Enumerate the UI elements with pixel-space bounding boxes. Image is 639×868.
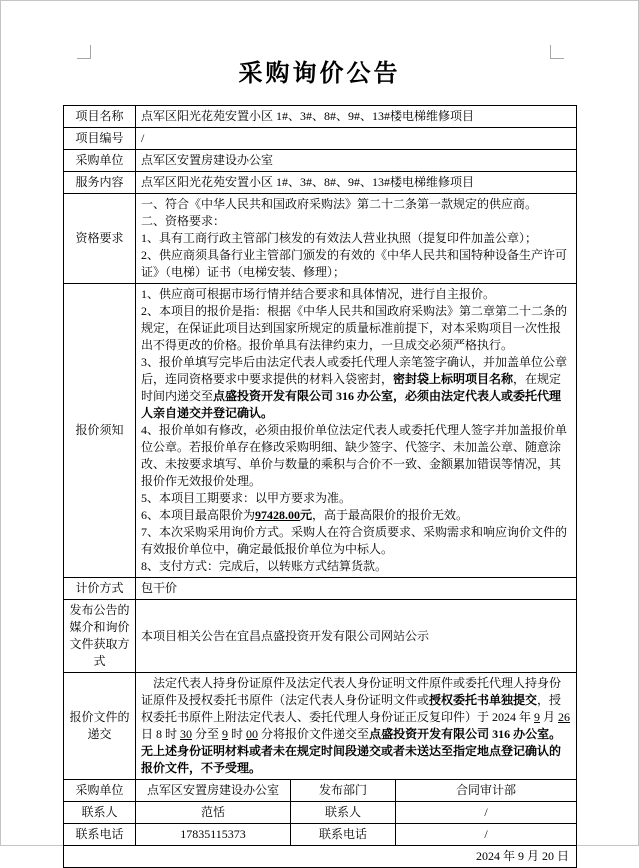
qualification-label: 资格要求 — [64, 194, 136, 284]
margin-crop-mark-top-left — [77, 45, 91, 59]
contact-person-label: 联系人 — [64, 802, 136, 824]
quote-note-item: 8、支付方式：完成后，以转账方式结算货款。 — [141, 559, 388, 573]
table-row-date — [64, 846, 577, 868]
qualification-paragraph: 一、符合《中华人民共和国政府采购法》第二十二条第一款规定的供应商。 — [141, 197, 538, 211]
project-name-value: 点军区阳光花苑安置小区 1#、3#、8#、9#、13#楼电梯维修项目 — [136, 106, 577, 128]
contact-phone-label: 联系电话 — [64, 824, 136, 846]
submission-paragraph: 法定代表人持身份证原件及法定代表人身份证明文件原件或委托代理人持身份证原件及授权委托书原件（法定代表人身份证明文件或授权委托书单独提交，授权委托书原件上附法定代表人、委托代理人身份证正反复印件）于 2024 年 9 月 26 日 8 时 30 分至 9 时 00 分将报价文件递交至点盛投资开发有限公司 316 办公室。无上述身份证明材料或者未在规定时间段递交或者未送达至指定地点登记确认的报价文件，不予受理。 — [141, 676, 571, 775]
announcement-table — [63, 105, 577, 868]
quote-note-item: 3、报价单填写完毕后由法定代表人或委托代理人亲笔签字确认，并加盖单位公章后，连同资格要求中要求提供的材料入袋密封，密封袋上标明项目名称，在规定时间内递交至点盛投资开发有限公司 316 办公室，必须由法定代表人或委托代理人亲自递交并登记确认。 — [141, 355, 568, 420]
contact-phone-value-2: / — [396, 824, 577, 846]
project-no-label: 项目编号 — [64, 128, 136, 150]
quote-note-item: 4、报价单如有修改，必须由报价单位法定代表人或委托代理人签字并加盖报价单位公章。若报价单存在修改采购明细、缺少签字、代签字、未加盖公章、随意涂改、未按要求填写、单价与数量的乘积与合价不一致、金额累加错误等情况，其报价作无效报价处理。 — [141, 423, 568, 488]
qualification-value — [136, 194, 577, 284]
margin-crop-mark-top-right — [550, 45, 564, 59]
purchaser-value: 点军区安置房建设办公室 — [136, 150, 577, 172]
table-row-submission — [64, 673, 577, 780]
announcement-media-label: 发布公告的媒介和询价文件获取方式 — [64, 600, 136, 673]
table-row-purchaser — [64, 150, 577, 172]
contact-person-value-2: / — [396, 802, 577, 824]
project-name-label: 项目名称 — [64, 106, 136, 128]
issuing-dept-label: 发布部门 — [291, 780, 396, 802]
announcement-media-value: 本项目相关公告在宜昌点盛投资开发有限公司网站公示 — [136, 600, 577, 673]
quote-notes-value — [136, 284, 577, 578]
pricing-method-label: 计价方式 — [64, 578, 136, 600]
qualification-paragraph: 1、具有工商行政主管部门核发的有效法人营业执照（提复印件加盖公章）； — [141, 231, 538, 245]
qualification-paragraph: 二、资格要求： — [141, 214, 226, 228]
quote-note-item: 5、本项目工期要求：以甲方要求为准。 — [141, 491, 352, 505]
table-row-project-name — [64, 106, 577, 128]
contact-purchaser-label: 采购单位 — [64, 780, 136, 802]
quote-note-item: 1、供应商可根据市场行情并结合要求和具体情况，进行自主报价。 — [141, 287, 496, 301]
page-title: 采购询价公告 — [238, 61, 401, 87]
table-row-pricing-method — [64, 578, 577, 600]
purchaser-label: 采购单位 — [64, 150, 136, 172]
table-row-contact-units — [64, 780, 577, 802]
table-row-announcement-media — [64, 600, 577, 673]
quote-notes-label: 报价须知 — [64, 284, 136, 578]
table-row-qualification — [64, 194, 577, 284]
contact-phone-value: 17835115373 — [136, 824, 291, 846]
submission-label: 报价文件的递交 — [64, 673, 136, 780]
pricing-method-value: 包干价 — [136, 578, 577, 600]
table-row-contact-phone — [64, 824, 577, 846]
contact-person-label-2: 联系人 — [291, 802, 396, 824]
service-content-value: 点军区阳光花苑安置小区 1#、3#、8#、9#、13#楼电梯维修项目 — [136, 172, 577, 194]
submission-value — [136, 673, 577, 780]
quote-note-item: 7、本次采购采用询价方式。采购人在符合资质要求、采购需求和响应询价文件的有效报价单位中，确定最低报价单位为中标人。 — [141, 525, 568, 556]
project-no-value: / — [136, 128, 577, 150]
qualification-paragraph: 2、供应商须具备行业主管部门颁发的有效的《中华人民共和国特种设备生产许可证》（电梯）证书（电梯安装、修理）； — [141, 248, 568, 279]
announcement-date: 2024 年 9 月 20 日 — [64, 846, 577, 868]
quote-note-item: 2、本项目的报价是指：根据《中华人民共和国政府采购法》第二章第二十二条的规定，在保证此项目达到国家所规定的质量标准前提下，对本采购项目一次性报出不得更改的价格。报价单具有法律约束力，一旦成交必须严格执行。 — [141, 304, 568, 352]
table-row-service-content — [64, 172, 577, 194]
contact-person-value: 范恬 — [136, 802, 291, 824]
contact-purchaser-value: 点军区安置房建设办公室 — [136, 780, 291, 802]
issuing-dept-value: 合同审计部 — [396, 780, 577, 802]
table-row-quote-notes — [64, 284, 577, 578]
table-row-project-no — [64, 128, 577, 150]
table-row-contact-person — [64, 802, 577, 824]
service-content-label: 服务内容 — [64, 172, 136, 194]
contact-phone-label-2: 联系电话 — [291, 824, 396, 846]
quote-note-item: 6、本项目最高限价为97428.00元，高于最高限价的报价无效。 — [141, 508, 469, 522]
